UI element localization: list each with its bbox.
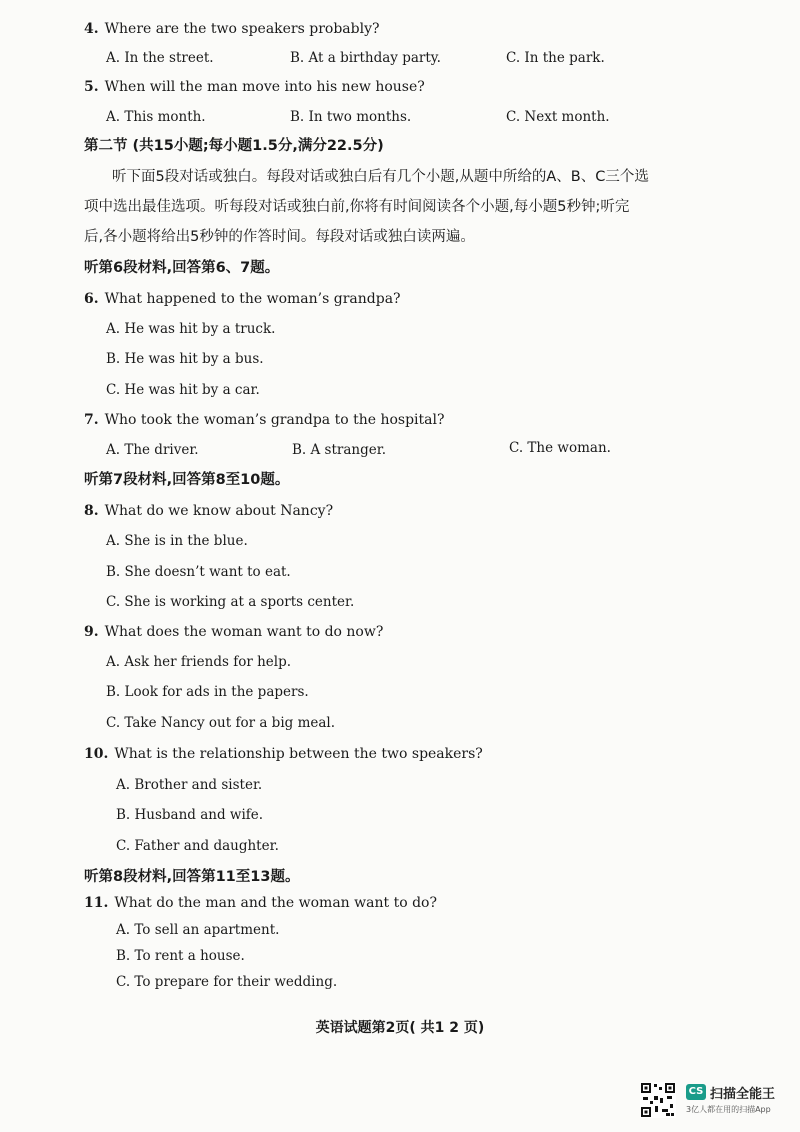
question-8: 8. What do we know about Nancy?	[84, 503, 334, 519]
scanner-app-name: 扫描全能王	[710, 1087, 776, 1102]
q5-option-a: A. This month.	[106, 109, 206, 125]
q8-option-a: A. She is in the blue.	[106, 533, 248, 549]
scanner-app-tagline: 3亿人都在用的扫描App	[686, 1105, 771, 1114]
section-2-instruction-line-3: 后,各小题将给出5秒钟的作答时间。每段对话或独白读两遍。	[84, 229, 475, 245]
q4-option-c: C. In the park.	[506, 50, 605, 66]
question-4: 4. Where are the two speakers probably?	[84, 21, 380, 37]
group-6-heading: 听第6段材料,回答第6、7题。	[84, 260, 280, 276]
question-6: 6. What happened to the woman’s grandpa?	[84, 291, 401, 307]
question-11: 11. What do the man and the woman want to do?	[84, 895, 437, 911]
q10-option-b: B. Husband and wife.	[116, 807, 264, 823]
q4-option-b: B. At a birthday party.	[290, 50, 441, 66]
question-9: 9. What does the woman want to do now?	[84, 624, 384, 640]
section-2-instruction-line-2: 项中选出最佳选项。听每段对话或独白前,你将有时间阅读各个小题,每小题5秒钟;听完	[84, 199, 630, 215]
q11-option-a: A. To sell an apartment.	[116, 922, 280, 938]
q9-option-c: C. Take Nancy out for a big meal.	[106, 715, 336, 731]
q10-option-a: A. Brother and sister.	[116, 777, 263, 793]
q9-option-b: B. Look for ads in the papers.	[106, 684, 309, 700]
question-5: 5. When will the man move into his new house?	[84, 79, 425, 95]
q4-option-a: A. In the street.	[106, 50, 214, 66]
question-10: 10. What is the relationship between the two speakers?	[84, 746, 483, 762]
scanner-logo-icon: CS	[686, 1084, 706, 1100]
q9-option-a: A. Ask her friends for help.	[106, 654, 292, 670]
q6-option-b: B. He was hit by a bus.	[106, 351, 264, 367]
page-footer: 英语试题第2页( 共1 2 页)	[315, 1020, 485, 1036]
q6-option-c: C. He was hit by a car.	[106, 382, 260, 398]
q7-option-b: B. A stranger.	[292, 442, 386, 458]
q11-option-c: C. To prepare for their wedding.	[116, 974, 338, 990]
q5-option-c: C. Next month.	[506, 109, 610, 125]
section-2-heading: 第二节 (共15小题;每小题1.5分,满分22.5分)	[84, 138, 384, 154]
q10-option-c: C. Father and daughter.	[116, 838, 279, 854]
question-7: 7. Who took the woman’s grandpa to the hospital?	[84, 412, 445, 428]
qr-code-icon	[640, 1082, 676, 1118]
q7-option-a: A. The driver.	[106, 442, 199, 458]
q11-option-b: B. To rent a house.	[116, 948, 245, 964]
q7-option-c: C. The woman.	[509, 440, 611, 456]
q8-option-b: B. She doesn’t want to eat.	[106, 564, 291, 580]
q6-option-a: A. He was hit by a truck.	[106, 321, 276, 337]
group-7-heading: 听第7段材料,回答第8至10题。	[84, 472, 290, 488]
q8-option-c: C. She is working at a sports center.	[106, 594, 355, 610]
q5-option-b: B. In two months.	[290, 109, 412, 125]
section-2-instruction-line-1: 听下面5段对话或独白。每段对话或独白后有几个小题,从题中所给的A、B、C三个选	[112, 169, 649, 185]
group-8-heading: 听第8段材料,回答第11至13题。	[84, 869, 300, 885]
